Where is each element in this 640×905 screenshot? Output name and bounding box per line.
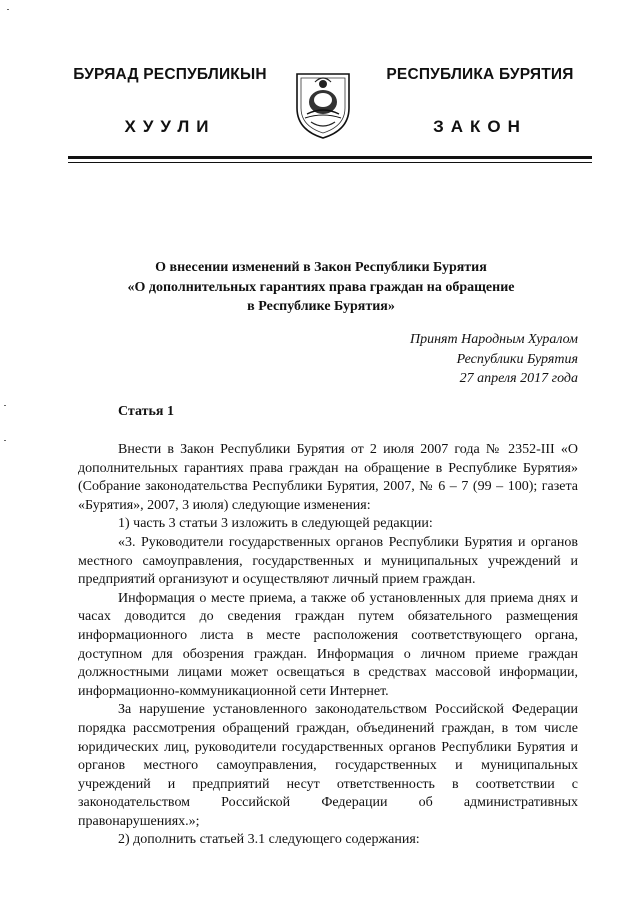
header-left [60,66,280,137]
adoption-line: Принят Народным Хуралом [409,332,578,347]
scan-mark [4,440,6,441]
body-paragraph: За нарушение установленного законодательством Российской Федерации порядка рассмотрения обращений граждан, объединений граждан, в том числе юридических лиц, руководители государственных органов Республики Бурятия и органов местного самоуправления, государственных и муниципальных учреждений и предприятий несут ответственность в соответствии с законодательством Российской Федерации об административных правонарушениях.»; [78,702,578,829]
body-paragraph: «3. Руководители государственных органов Республики Бурятия и органов местного самоуправления, государственных и муниципальных учреждений и предприятий организуют и осуществляют личный прием граждан. [78,534,578,588]
header-right-subtitle: ЗАКОН [433,117,527,136]
body-paragraph: Внести в Закон Республики Бурятия от 2 июля 2007 года № 2352-III «О дополнительных гарантиях права граждан на обращение в Республике Бурятия» (Собрание законодательства Республики Бурятия, 2007, № 6 – 7 (99 – 100); газета «Бурятия», 2007, 3 июля) следующие изменения: [78,442,578,513]
body-paragraph: Информация о месте приема, а также об установленных для приема днях и часах доводится до сведения граждан путем обязательного размещения информационного листа в месте расположения соответствующего органа, доступном для обозрения граждан. Информация о личном приеме граждан должностными лицами может освещаться в средствах массовой информации, информационно-коммуникационной сети Интернет. [78,590,578,699]
document-title [78,258,564,317]
body-paragraph: 1) часть 3 статьи 3 изложить в следующей редакции: [118,516,433,532]
title-line: «О дополнительных гарантиях права граждан на обращение [127,279,515,295]
adoption-note [330,330,578,389]
title-line: О внесении изменений в Закон Республики Бурятия [155,260,487,275]
adoption-line: Республики Бурятия [456,351,578,367]
coat-of-arms-icon [291,68,355,140]
header-right-title: РЕСПУБЛИКА БУРЯТИЯ [386,66,574,83]
scan-mark [4,405,6,406]
adoption-date: 27 апреля 2017 года [459,371,578,386]
header-divider-thick [68,156,592,159]
title-line: в Республике Бурятия» [247,299,395,314]
header-divider-thin [68,162,592,163]
header-left-subtitle: ХУУЛИ [124,117,216,136]
body-paragraph: 2) дополнить статьей 3.1 следующего содержания: [118,832,420,848]
document-body [78,441,578,850]
header-right [360,66,600,137]
scan-mark [7,9,9,10]
article-heading: Статья 1 [118,404,174,419]
header-left-title: БУРЯАД РЕСПУБЛИКЫН [73,66,267,83]
